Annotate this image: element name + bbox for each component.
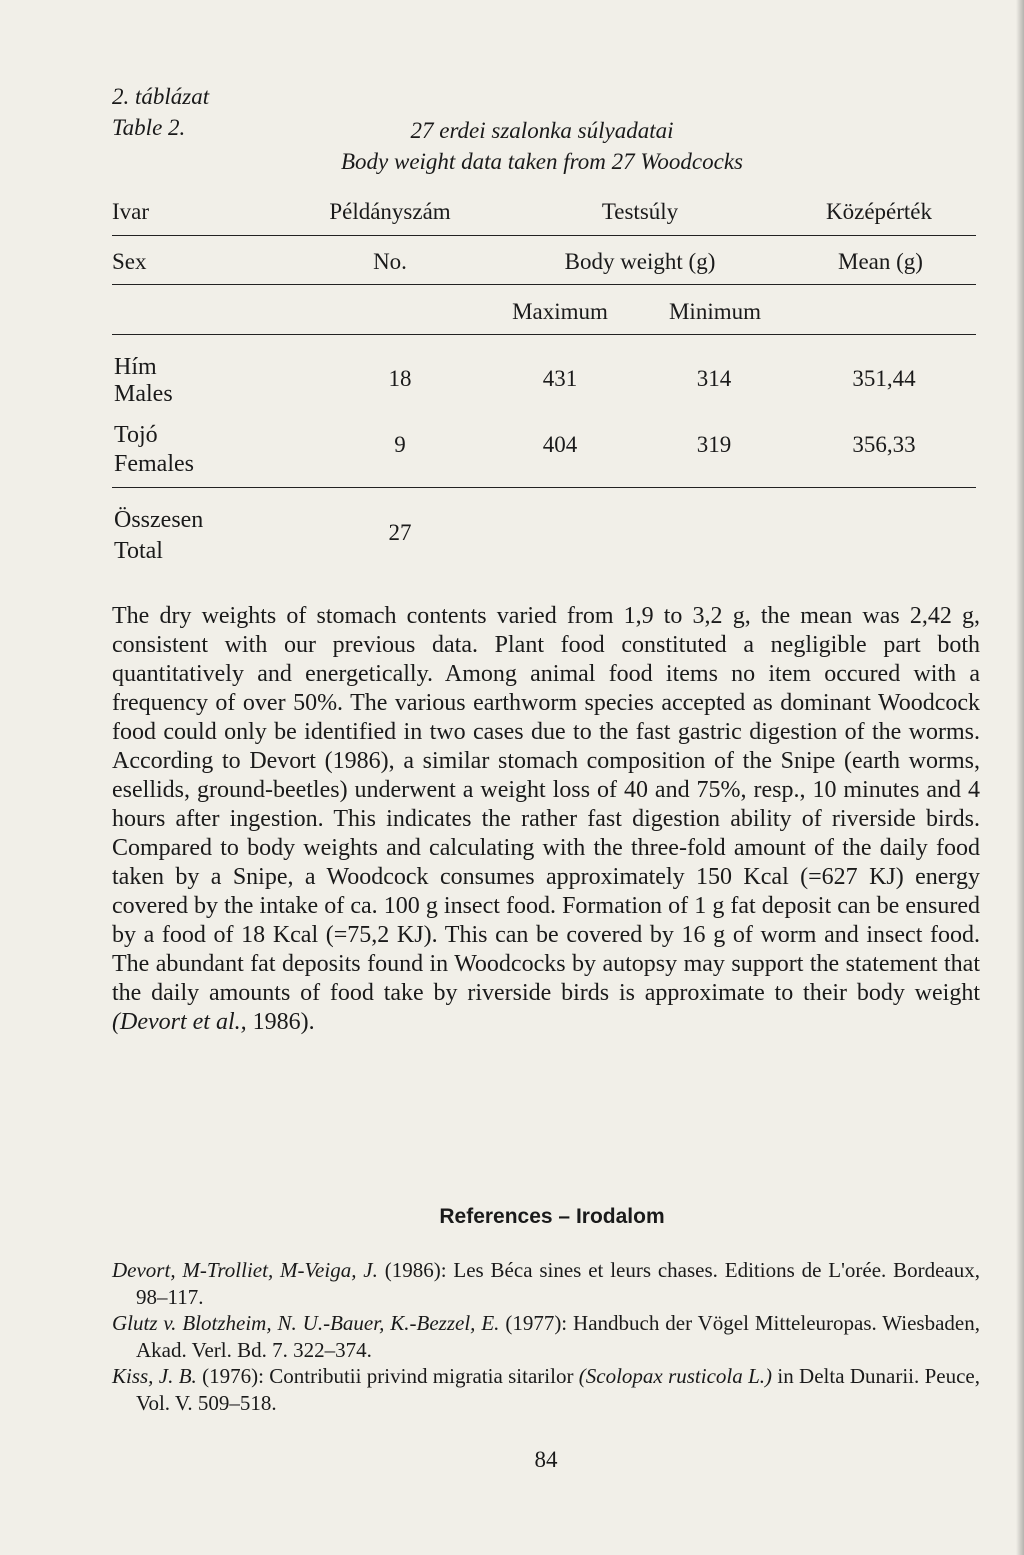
header-sex-en: Sex	[112, 249, 147, 274]
table-title-en: Body weight data taken from 27 Woodcocks	[340, 149, 743, 174]
table-label-en: Table 2.	[112, 115, 186, 140]
header-weight-en: Body weight (g)	[564, 249, 716, 274]
females-mean: 356,33	[852, 432, 916, 457]
row-label-females	[114, 421, 194, 479]
body-citation: (Devort et al.,	[112, 1009, 247, 1035]
table-rule-2	[112, 284, 976, 285]
references-list	[112, 1257, 980, 1416]
row-label-en: Males	[114, 381, 173, 407]
references-heading: References – Irodalom	[439, 1205, 665, 1228]
table-title	[0, 115, 1024, 177]
row-label-hu: Összesen	[114, 507, 204, 533]
row-label-hu: Hím	[114, 354, 157, 380]
table-rule-1	[112, 235, 976, 236]
females-max: 404	[542, 432, 578, 457]
page-edge	[1016, 0, 1024, 1555]
body-text: The dry weights of stomach contents varied from 1,9 to 3,2 g, the mean was 2,42 g, consistent with our previous data. Plant food constituted a negligible part both quantitatively and energetically. Among animal food items no item occured with a frequency of over 50%. The various earthworm species accepted as dominant Woodcock food could only be identified in two cases due to the fast gastric digestion of the worms. According to Devort (1986), a similar stomach composition of the Snipe (earth worms, esellids, ground-beetles) underwent a weight loss of 40 and 75%, resp., 10 minutes and 4 hours after ingestion. This indicates the rather fast digestion ability of riverside birds. Compared to body weights and calculating with the three-fold amount of the daily food taken by a Snipe, a Woodcock consumes approximately 150 Kcal (=627 KJ) energy covered by the intake of ca. 100 g insect food. Formation of 1 g fat deposit can be ensured by a food of 18 Kcal (=75,2 KJ). This can be covered by 16 g of worm and insect food. The abundant fat deposits found in Woodcocks by autopsy may support the statement that the daily amounts of food take by riverside birds is approximate to their body weight	[112, 603, 980, 1006]
males-mean: 351,44	[852, 366, 916, 391]
row-label-males	[114, 354, 173, 408]
reference-text: (1977): Handbuch der Vögel Mitteleuropas. Wiesbaden, Akad. Verl. Bd. 7. 322–374.	[136, 1311, 980, 1362]
reference-text-2: in Delta Dunarii. Peuce, Vol. V. 509–518.	[136, 1364, 980, 1415]
row-label-en: Females	[114, 451, 194, 477]
header-no-en: No.	[373, 249, 407, 274]
total-no: 27	[388, 520, 412, 545]
body-paragraph	[112, 602, 980, 1037]
males-max: 431	[542, 366, 578, 391]
row-label-en: Total	[114, 538, 163, 564]
table-rule-4	[112, 487, 976, 488]
table-title-hu: 27 erdei szalonka súlyadatai	[410, 118, 674, 143]
table-label-hu: 2. táblázat	[112, 84, 210, 109]
reference-item	[112, 1257, 980, 1310]
page-number: 84	[534, 1447, 558, 1472]
header-sex-hu: Ivar	[112, 199, 150, 224]
header-mean-hu: Középérték	[826, 199, 932, 224]
header-weight-hu: Testsúly	[601, 199, 679, 224]
header-no-hu: Példányszám	[329, 199, 451, 224]
males-no: 18	[388, 366, 412, 391]
row-label-hu: Tojó	[114, 422, 158, 448]
reference-text: (1986): Les Béca sines et leurs chases. Editions de L'orée. Bordeaux, 98–117.	[136, 1258, 980, 1309]
reference-authors: Glutz v. Blotzheim, N. U.-Bauer, K.-Bezzel, E.	[112, 1311, 500, 1335]
row-label-total	[114, 505, 203, 567]
header-min: Minimum	[668, 299, 761, 324]
body-text-end: 1986).	[246, 1009, 315, 1035]
males-min: 314	[696, 366, 732, 391]
header-max: Maximum	[512, 299, 608, 324]
header-mean-en: Mean (g)	[838, 249, 923, 274]
reference-item	[112, 1363, 980, 1416]
reference-authors: Devort, M-Trolliet, M-Veiga, J.	[112, 1258, 378, 1282]
reference-authors: Kiss, J. B.	[112, 1364, 197, 1388]
reference-species: (Scolopax rusticola L.)	[578, 1364, 773, 1388]
reference-item	[112, 1310, 980, 1363]
females-no: 9	[394, 432, 406, 457]
reference-text: (1976): Contributii privind migratia sitarilor	[196, 1364, 579, 1388]
table-rule-3	[112, 334, 976, 335]
females-min: 319	[696, 432, 732, 457]
